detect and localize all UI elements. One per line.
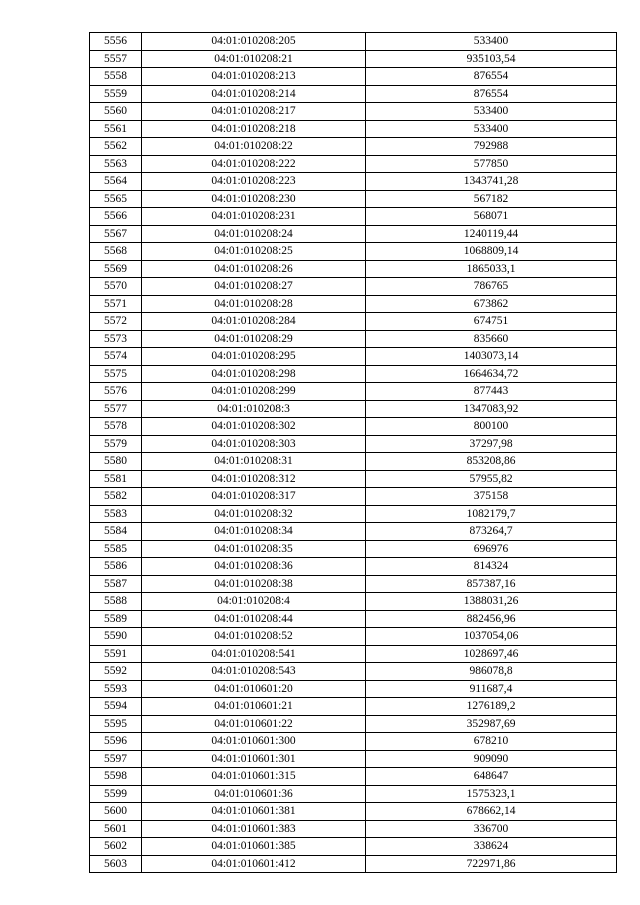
value-cell: 352987,69 xyxy=(366,715,617,733)
table-row xyxy=(90,243,617,261)
value-cell: 986078,8 xyxy=(366,663,617,681)
row-number-cell: 5567 xyxy=(90,225,142,243)
table-row xyxy=(90,610,617,628)
cadastral-number-cell: 04:01:010208:543 xyxy=(142,663,366,681)
cadastral-number-cell: 04:01:010601:300 xyxy=(142,733,366,751)
cadastral-number-cell: 04:01:010208:31 xyxy=(142,453,366,471)
cadastral-number-cell: 04:01:010208:223 xyxy=(142,173,366,191)
table-row xyxy=(90,295,617,313)
row-number-cell: 5603 xyxy=(90,855,142,873)
table-row xyxy=(90,173,617,191)
table-row xyxy=(90,190,617,208)
value-cell: 37297,98 xyxy=(366,435,617,453)
value-cell: 853208,86 xyxy=(366,453,617,471)
value-cell: 1664634,72 xyxy=(366,365,617,383)
table-row xyxy=(90,225,617,243)
cadastral-number-cell: 04:01:010208:27 xyxy=(142,278,366,296)
table-row xyxy=(90,698,617,716)
table-row xyxy=(90,365,617,383)
row-number-cell: 5598 xyxy=(90,768,142,786)
cadastral-number-cell: 04:01:010208:205 xyxy=(142,33,366,51)
row-number-cell: 5579 xyxy=(90,435,142,453)
table-row xyxy=(90,645,617,663)
row-number-cell: 5556 xyxy=(90,33,142,51)
row-number-cell: 5576 xyxy=(90,383,142,401)
table-row xyxy=(90,750,617,768)
cadastral-number-cell: 04:01:010208:217 xyxy=(142,103,366,121)
table-row xyxy=(90,68,617,86)
value-cell: 792988 xyxy=(366,138,617,156)
table-row xyxy=(90,278,617,296)
cadastral-number-cell: 04:01:010208:52 xyxy=(142,628,366,646)
row-number-cell: 5596 xyxy=(90,733,142,751)
row-number-cell: 5564 xyxy=(90,173,142,191)
value-cell: 1276189,2 xyxy=(366,698,617,716)
cadastral-number-cell: 04:01:010208:36 xyxy=(142,558,366,576)
table-row xyxy=(90,208,617,226)
table-row xyxy=(90,348,617,366)
table-row xyxy=(90,733,617,751)
row-number-cell: 5562 xyxy=(90,138,142,156)
row-number-cell: 5578 xyxy=(90,418,142,436)
value-cell: 648647 xyxy=(366,768,617,786)
table-row xyxy=(90,628,617,646)
row-number-cell: 5557 xyxy=(90,50,142,68)
table-row xyxy=(90,400,617,418)
cadastral-value-table xyxy=(89,32,617,873)
cadastral-number-cell: 04:01:010208:298 xyxy=(142,365,366,383)
table-row xyxy=(90,488,617,506)
cadastral-number-cell: 04:01:010208:284 xyxy=(142,313,366,331)
value-cell: 882456,96 xyxy=(366,610,617,628)
value-cell: 1028697,46 xyxy=(366,645,617,663)
table-row xyxy=(90,838,617,856)
cadastral-number-cell: 04:01:010208:3 xyxy=(142,400,366,418)
table-row xyxy=(90,680,617,698)
row-number-cell: 5571 xyxy=(90,295,142,313)
cadastral-number-cell: 04:01:010208:22 xyxy=(142,138,366,156)
row-number-cell: 5559 xyxy=(90,85,142,103)
value-cell: 678662,14 xyxy=(366,803,617,821)
row-number-cell: 5602 xyxy=(90,838,142,856)
table-row xyxy=(90,103,617,121)
cadastral-number-cell: 04:01:010208:44 xyxy=(142,610,366,628)
value-cell: 1082179,7 xyxy=(366,505,617,523)
cadastral-number-cell: 04:01:010208:38 xyxy=(142,575,366,593)
row-number-cell: 5593 xyxy=(90,680,142,698)
row-number-cell: 5584 xyxy=(90,523,142,541)
cadastral-number-cell: 04:01:010208:317 xyxy=(142,488,366,506)
table-row xyxy=(90,785,617,803)
value-cell: 577850 xyxy=(366,155,617,173)
value-cell: 800100 xyxy=(366,418,617,436)
row-number-cell: 5586 xyxy=(90,558,142,576)
row-number-cell: 5569 xyxy=(90,260,142,278)
table-body xyxy=(90,33,617,873)
table-row xyxy=(90,663,617,681)
value-cell: 567182 xyxy=(366,190,617,208)
cadastral-number-cell: 04:01:010208:4 xyxy=(142,593,366,611)
value-cell: 786765 xyxy=(366,278,617,296)
table-row xyxy=(90,435,617,453)
value-cell: 336700 xyxy=(366,820,617,838)
row-number-cell: 5560 xyxy=(90,103,142,121)
table-row xyxy=(90,120,617,138)
table-row xyxy=(90,330,617,348)
table-row xyxy=(90,768,617,786)
row-number-cell: 5601 xyxy=(90,820,142,838)
table-row xyxy=(90,470,617,488)
value-cell: 57955,82 xyxy=(366,470,617,488)
table-row xyxy=(90,453,617,471)
row-number-cell: 5594 xyxy=(90,698,142,716)
cadastral-number-cell: 04:01:010208:26 xyxy=(142,260,366,278)
row-number-cell: 5599 xyxy=(90,785,142,803)
table-row xyxy=(90,523,617,541)
row-number-cell: 5563 xyxy=(90,155,142,173)
row-number-cell: 5577 xyxy=(90,400,142,418)
row-number-cell: 5561 xyxy=(90,120,142,138)
table-row xyxy=(90,383,617,401)
value-cell: 1347083,92 xyxy=(366,400,617,418)
cadastral-number-cell: 04:01:010208:299 xyxy=(142,383,366,401)
table-row xyxy=(90,33,617,51)
table-row xyxy=(90,138,617,156)
cadastral-number-cell: 04:01:010601:20 xyxy=(142,680,366,698)
table-row xyxy=(90,820,617,838)
table-row xyxy=(90,155,617,173)
value-cell: 857387,16 xyxy=(366,575,617,593)
row-number-cell: 5592 xyxy=(90,663,142,681)
row-number-cell: 5595 xyxy=(90,715,142,733)
row-number-cell: 5582 xyxy=(90,488,142,506)
cadastral-number-cell: 04:01:010208:295 xyxy=(142,348,366,366)
value-cell: 674751 xyxy=(366,313,617,331)
row-number-cell: 5565 xyxy=(90,190,142,208)
value-cell: 1037054,06 xyxy=(366,628,617,646)
cadastral-number-cell: 04:01:010601:381 xyxy=(142,803,366,821)
cadastral-number-cell: 04:01:010601:383 xyxy=(142,820,366,838)
value-cell: 835660 xyxy=(366,330,617,348)
value-cell: 1068809,14 xyxy=(366,243,617,261)
row-number-cell: 5590 xyxy=(90,628,142,646)
table-row xyxy=(90,313,617,331)
cadastral-number-cell: 04:01:010601:412 xyxy=(142,855,366,873)
value-cell: 568071 xyxy=(366,208,617,226)
table-row xyxy=(90,558,617,576)
table-row xyxy=(90,575,617,593)
value-cell: 909090 xyxy=(366,750,617,768)
value-cell: 1343741,28 xyxy=(366,173,617,191)
value-cell: 1388031,26 xyxy=(366,593,617,611)
value-cell: 1865033,1 xyxy=(366,260,617,278)
cadastral-number-cell: 04:01:010208:21 xyxy=(142,50,366,68)
row-number-cell: 5588 xyxy=(90,593,142,611)
cadastral-number-cell: 04:01:010208:312 xyxy=(142,470,366,488)
table-row xyxy=(90,260,617,278)
value-cell: 911687,4 xyxy=(366,680,617,698)
cadastral-number-cell: 04:01:010208:541 xyxy=(142,645,366,663)
row-number-cell: 5580 xyxy=(90,453,142,471)
cadastral-number-cell: 04:01:010208:230 xyxy=(142,190,366,208)
value-cell: 678210 xyxy=(366,733,617,751)
cadastral-number-cell: 04:01:010208:28 xyxy=(142,295,366,313)
table-row xyxy=(90,715,617,733)
table-row xyxy=(90,855,617,873)
row-number-cell: 5585 xyxy=(90,540,142,558)
cadastral-number-cell: 04:01:010601:36 xyxy=(142,785,366,803)
cadastral-number-cell: 04:01:010208:302 xyxy=(142,418,366,436)
row-number-cell: 5566 xyxy=(90,208,142,226)
value-cell: 533400 xyxy=(366,103,617,121)
table-row xyxy=(90,85,617,103)
row-number-cell: 5558 xyxy=(90,68,142,86)
row-number-cell: 5573 xyxy=(90,330,142,348)
table-row xyxy=(90,803,617,821)
value-cell: 338624 xyxy=(366,838,617,856)
value-cell: 722971,86 xyxy=(366,855,617,873)
value-cell: 873264,7 xyxy=(366,523,617,541)
cadastral-number-cell: 04:01:010208:222 xyxy=(142,155,366,173)
row-number-cell: 5575 xyxy=(90,365,142,383)
cadastral-number-cell: 04:01:010601:315 xyxy=(142,768,366,786)
row-number-cell: 5572 xyxy=(90,313,142,331)
value-cell: 533400 xyxy=(366,33,617,51)
value-cell: 533400 xyxy=(366,120,617,138)
value-cell: 877443 xyxy=(366,383,617,401)
row-number-cell: 5581 xyxy=(90,470,142,488)
table-row xyxy=(90,593,617,611)
value-cell: 876554 xyxy=(366,85,617,103)
cadastral-number-cell: 04:01:010208:213 xyxy=(142,68,366,86)
cadastral-number-cell: 04:01:010601:21 xyxy=(142,698,366,716)
cadastral-number-cell: 04:01:010601:385 xyxy=(142,838,366,856)
cadastral-number-cell: 04:01:010208:25 xyxy=(142,243,366,261)
cadastral-number-cell: 04:01:010208:29 xyxy=(142,330,366,348)
value-cell: 696976 xyxy=(366,540,617,558)
row-number-cell: 5591 xyxy=(90,645,142,663)
table-row xyxy=(90,540,617,558)
cadastral-number-cell: 04:01:010208:214 xyxy=(142,85,366,103)
value-cell: 876554 xyxy=(366,68,617,86)
value-cell: 935103,54 xyxy=(366,50,617,68)
table-row xyxy=(90,50,617,68)
row-number-cell: 5570 xyxy=(90,278,142,296)
row-number-cell: 5600 xyxy=(90,803,142,821)
row-number-cell: 5597 xyxy=(90,750,142,768)
cadastral-number-cell: 04:01:010208:231 xyxy=(142,208,366,226)
row-number-cell: 5589 xyxy=(90,610,142,628)
row-number-cell: 5568 xyxy=(90,243,142,261)
cadastral-number-cell: 04:01:010208:303 xyxy=(142,435,366,453)
row-number-cell: 5574 xyxy=(90,348,142,366)
row-number-cell: 5583 xyxy=(90,505,142,523)
table-row xyxy=(90,418,617,436)
value-cell: 1240119,44 xyxy=(366,225,617,243)
value-cell: 375158 xyxy=(366,488,617,506)
cadastral-number-cell: 04:01:010208:32 xyxy=(142,505,366,523)
cadastral-number-cell: 04:01:010208:34 xyxy=(142,523,366,541)
cadastral-number-cell: 04:01:010208:35 xyxy=(142,540,366,558)
cadastral-number-cell: 04:01:010601:301 xyxy=(142,750,366,768)
table-row xyxy=(90,505,617,523)
row-number-cell: 5587 xyxy=(90,575,142,593)
value-cell: 1575323,1 xyxy=(366,785,617,803)
value-cell: 673862 xyxy=(366,295,617,313)
value-cell: 1403073,14 xyxy=(366,348,617,366)
cadastral-number-cell: 04:01:010208:24 xyxy=(142,225,366,243)
value-cell: 814324 xyxy=(366,558,617,576)
cadastral-number-cell: 04:01:010208:218 xyxy=(142,120,366,138)
cadastral-number-cell: 04:01:010601:22 xyxy=(142,715,366,733)
